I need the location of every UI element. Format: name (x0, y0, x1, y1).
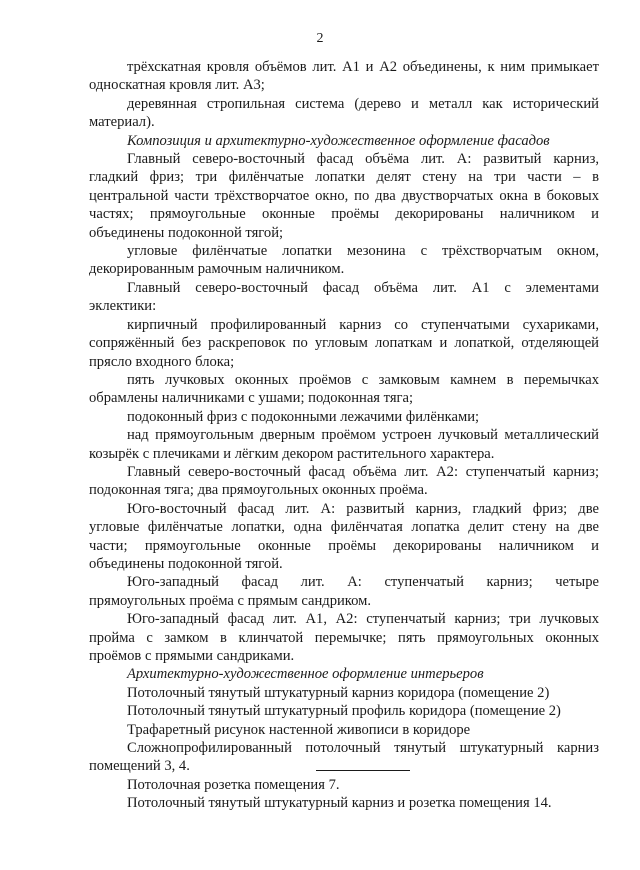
text-line: прясло входного блока; (89, 353, 235, 370)
paragraph (89, 316, 599, 371)
text-line: прямоугольных проёма с прямым сандриком. (89, 592, 372, 609)
paragraph (89, 279, 599, 316)
text-line: объединены подоконной тягой. (89, 555, 283, 572)
text-line: трёхскатная кровля объёмов лит. А1 и А2 объединены, к ним примыкает (127, 59, 599, 75)
text-line: центральной части трёхстворчатое окно, по два двустворчатых окна в боковых (89, 187, 599, 204)
text-line: кирпичный профилированный карниз со ступенчатыми сухариками, (127, 316, 599, 333)
paragraph (89, 95, 599, 132)
text-line: сопряжённый без раскреповок по угловым лопаткам и лопаткой, отделяющей (89, 335, 599, 352)
text-line: угловые филёнчатые лопатки, одна филёнчатая лопатка делит стену на две (89, 519, 599, 536)
document-body (89, 58, 599, 813)
text-line: обрамлены наличниками с ушами; подоконная тяга; (89, 390, 414, 407)
text-line: над прямоугольным дверным проёмом устроен лучковый металлический (127, 427, 599, 444)
paragraph (89, 58, 599, 95)
text-line: пять лучковых оконных проёмов с замковым камнем в перемычках (127, 371, 599, 388)
end-rule (316, 770, 410, 771)
paragraph (89, 776, 599, 794)
text-line: Главный северо-восточный фасад объёма лит. А: развитый карниз, (127, 151, 599, 168)
text-line: декорированным рамочным наличником. (89, 261, 345, 278)
paragraph (89, 408, 599, 426)
text-line: деревянная стропильная система (дерево и металл как исторический (127, 95, 599, 112)
text-line: частях; прямоугольные оконные проёмы декорированы наличником и (89, 206, 599, 223)
text-line: помещений 3, 4. (89, 758, 190, 775)
text-line: Юго-восточный фасад лит. А: развитый карниз, гладкий фриз; две (127, 500, 599, 517)
text-line: гладкий фриз; три филёнчатые лопатки делят стену на три части – в (89, 169, 599, 186)
text-line: Потолочный тянутый штукатурный карниз коридора (помещение 2) (127, 684, 550, 701)
text-line: угловые филёнчатые лопатки мезонина с трёхстворчатым окном, (127, 243, 599, 260)
text-line: проёмов с прямыми сандриками. (89, 648, 295, 664)
text-line: Юго-западный фасад лит. А: ступенчатый карниз; четыре (127, 574, 599, 591)
paragraph (89, 463, 599, 500)
text-line: Главный северо-восточный фасад объёма лит. А1 с элементами (127, 279, 599, 296)
section-heading (89, 665, 599, 683)
paragraph (89, 610, 599, 665)
paragraph (89, 794, 599, 812)
text-line: пройма с замком в клинчатой перемычке; пять прямоугольных оконных (89, 629, 599, 646)
text-line: подоконный фриз с подоконными лежачими филёнками; (127, 408, 480, 425)
text-line: Потолочный тянутый штукатурный карниз и розетка помещения 14. (127, 795, 552, 812)
text-line: объединены подоконной тягой; (89, 224, 284, 241)
text-line: подоконная тяга; два прямоугольных оконных проёма. (89, 482, 428, 499)
paragraph (89, 721, 599, 739)
paragraph (89, 684, 599, 702)
text-line: Композиция и архитектурно-художественное оформление фасадов (127, 132, 550, 149)
section-heading (89, 132, 599, 150)
paragraph (89, 702, 599, 720)
text-line: Потолочный тянутый штукатурный профиль коридора (помещение 2) (127, 703, 561, 720)
paragraph (89, 500, 599, 574)
text-line: односкатная кровля лит. А3; (89, 77, 265, 94)
text-line: Сложнопрофилированный потолочный тянутый штукатурный карниз (127, 740, 599, 757)
paragraph (89, 573, 599, 610)
text-line: Юго-западный фасад лит. А1, А2: ступенчатый карниз; три лучковых (127, 611, 599, 628)
text-line: Архитектурно-художественное оформление интерьеров (127, 666, 484, 683)
paragraph (89, 371, 599, 408)
page-number: 2 (316, 31, 324, 46)
text-line: козырёк с плечиками и лёгким декором растительного характера. (89, 445, 495, 462)
paragraph (89, 426, 599, 463)
text-line: части; прямоугольные оконные проёмы декорированы наличником и (89, 537, 599, 554)
text-line: материал). (89, 114, 155, 131)
paragraph (89, 150, 599, 242)
text-line: Трафаретный рисунок настенной живописи в коридоре (127, 721, 471, 738)
text-line: Главный северо-восточный фасад объёма лит. А2: ступенчатый карниз; (127, 463, 599, 480)
text-line: Потолочная розетка помещения 7. (127, 776, 340, 793)
paragraph (89, 242, 599, 279)
text-line: эклектики: (89, 298, 157, 315)
